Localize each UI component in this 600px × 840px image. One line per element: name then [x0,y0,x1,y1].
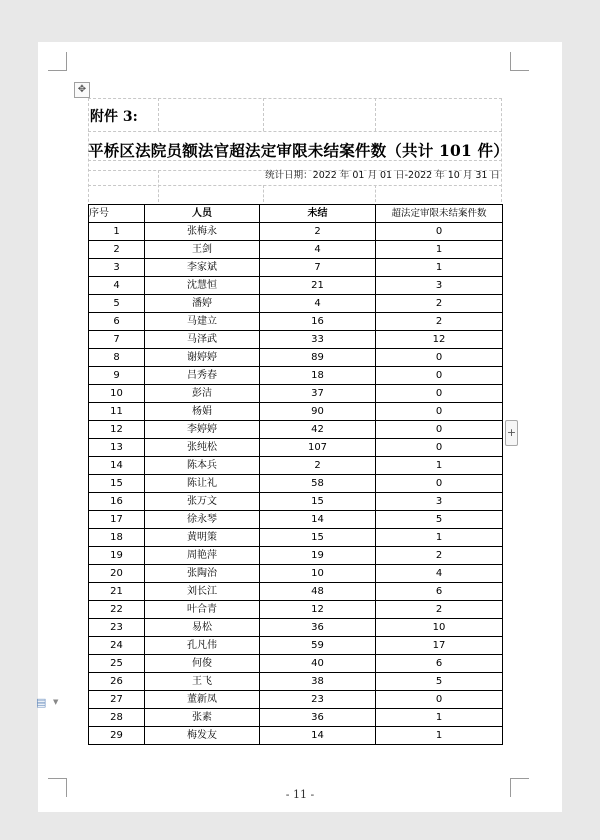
table-row [89,493,503,511]
table-row [89,457,503,475]
row-pending: 58 [260,475,376,493]
row-person: 张纯松 [145,439,260,457]
row-person: 王飞 [145,673,260,691]
table-header-row [89,205,503,223]
table-row [89,313,503,331]
row-person: 梅发友 [145,727,260,745]
row-index: 23 [89,619,145,637]
row-overdue: 0 [376,385,503,403]
row-overdue: 5 [376,673,503,691]
row-index: 15 [89,475,145,493]
row-overdue: 1 [376,457,503,475]
row-overdue: 1 [376,259,503,277]
row-pending: 10 [260,565,376,583]
row-overdue: 4 [376,565,503,583]
table-move-icon[interactable]: ✥ [74,82,90,98]
table-row [89,529,503,547]
row-index: 1 [89,223,145,241]
row-person: 张万文 [145,493,260,511]
row-person: 陈让礼 [145,475,260,493]
row-index: 26 [89,673,145,691]
row-pending: 19 [260,547,376,565]
row-overdue: 0 [376,475,503,493]
row-index: 29 [89,727,145,745]
table-row [89,565,503,583]
row-person: 张陶治 [145,565,260,583]
row-pending: 4 [260,241,376,259]
row-index: 25 [89,655,145,673]
row-pending: 7 [260,259,376,277]
table-row [89,277,503,295]
row-pending: 2 [260,457,376,475]
table-row [89,349,503,367]
row-overdue: 0 [376,403,503,421]
row-person: 张梅永 [145,223,260,241]
row-index: 18 [89,529,145,547]
row-pending: 36 [260,619,376,637]
row-pending: 90 [260,403,376,421]
row-index: 7 [89,331,145,349]
table-row [89,295,503,313]
row-pending: 18 [260,367,376,385]
row-index: 17 [89,511,145,529]
margin-corner-top-right [510,52,529,71]
page-title: 平桥区法院员额法官超法定审限未结案件数（共计 101 件） [88,141,509,160]
row-person: 徐永琴 [145,511,260,529]
row-pending: 23 [260,691,376,709]
row-overdue: 2 [376,313,503,331]
row-pending: 107 [260,439,376,457]
col-header-overdue: 超法定审限未结案件数 [376,205,503,223]
row-pending: 36 [260,709,376,727]
row-index: 13 [89,439,145,457]
document-icon[interactable]: ▤ [36,696,47,709]
row-index: 9 [89,367,145,385]
row-overdue: 0 [376,421,503,439]
row-overdue: 2 [376,547,503,565]
col-header-index: 序号 [89,205,145,223]
row-pending: 12 [260,601,376,619]
row-overdue: 12 [376,331,503,349]
row-pending: 2 [260,223,376,241]
row-pending: 37 [260,385,376,403]
row-overdue: 0 [376,349,503,367]
row-pending: 40 [260,655,376,673]
stat-date: 统计日期：2022 年 01 月 01 日-2022 年 10 月 31 日 [265,170,500,181]
row-index: 11 [89,403,145,421]
row-person: 李婷婷 [145,421,260,439]
row-overdue: 5 [376,511,503,529]
chevron-down-icon[interactable]: ▼ [53,698,59,706]
row-person: 何俊 [145,655,260,673]
row-person: 潘婷 [145,295,260,313]
row-pending: 48 [260,583,376,601]
row-pending: 14 [260,511,376,529]
row-person: 陈本兵 [145,457,260,475]
table-row [89,709,503,727]
table-row [89,223,503,241]
row-overdue: 0 [376,223,503,241]
cases-table [88,204,503,745]
row-person: 王剑 [145,241,260,259]
col-header-person: 人员 [145,205,260,223]
table-row [89,403,503,421]
row-pending: 38 [260,673,376,691]
row-overdue: 6 [376,583,503,601]
row-index: 4 [89,277,145,295]
add-column-plus-icon[interactable]: + [505,420,518,446]
table-row [89,475,503,493]
row-overdue: 3 [376,493,503,511]
row-person: 周艳萍 [145,547,260,565]
row-person: 吕秀春 [145,367,260,385]
row-person: 杨娟 [145,403,260,421]
table-row [89,259,503,277]
row-person: 孔凡伟 [145,637,260,655]
page-number: - 11 - [285,788,315,801]
row-index: 20 [89,565,145,583]
row-overdue: 17 [376,637,503,655]
row-overdue: 0 [376,691,503,709]
row-index: 21 [89,583,145,601]
row-pending: 15 [260,529,376,547]
row-overdue: 0 [376,439,503,457]
table-row [89,583,503,601]
row-index: 19 [89,547,145,565]
row-pending: 21 [260,277,376,295]
row-person: 谢婷婷 [145,349,260,367]
table-row [89,547,503,565]
row-index: 8 [89,349,145,367]
row-person: 马建立 [145,313,260,331]
row-person: 刘长江 [145,583,260,601]
row-pending: 89 [260,349,376,367]
row-index: 12 [89,421,145,439]
row-overdue: 2 [376,295,503,313]
row-overdue: 3 [376,277,503,295]
row-index: 6 [89,313,145,331]
row-overdue: 2 [376,601,503,619]
row-index: 22 [89,601,145,619]
table-row [89,727,503,745]
row-pending: 14 [260,727,376,745]
row-overdue: 6 [376,655,503,673]
row-index: 10 [89,385,145,403]
table-row [89,601,503,619]
row-index: 2 [89,241,145,259]
table-row [89,367,503,385]
row-overdue: 1 [376,727,503,745]
row-pending: 59 [260,637,376,655]
row-pending: 33 [260,331,376,349]
row-overdue: 1 [376,529,503,547]
table-row [89,637,503,655]
row-index: 3 [89,259,145,277]
row-index: 27 [89,691,145,709]
table-row [89,691,503,709]
margin-corner-top-left [48,52,67,71]
row-person: 彭洁 [145,385,260,403]
table-row [89,655,503,673]
table-row [89,511,503,529]
attachment-label: 附件 3: [90,109,138,125]
row-overdue: 10 [376,619,503,637]
row-overdue: 0 [376,367,503,385]
table-row [89,241,503,259]
row-pending: 16 [260,313,376,331]
row-index: 28 [89,709,145,727]
row-pending: 4 [260,295,376,313]
row-index: 14 [89,457,145,475]
table-row [89,439,503,457]
row-pending: 42 [260,421,376,439]
row-pending: 15 [260,493,376,511]
table-row [89,385,503,403]
table-row [89,673,503,691]
row-person: 沈慧恒 [145,277,260,295]
row-overdue: 1 [376,241,503,259]
row-person: 张素 [145,709,260,727]
table-row [89,619,503,637]
row-person: 董新凤 [145,691,260,709]
row-index: 24 [89,637,145,655]
row-person: 易松 [145,619,260,637]
row-person: 马泽武 [145,331,260,349]
table-row [89,421,503,439]
row-index: 5 [89,295,145,313]
row-person: 黄明策 [145,529,260,547]
row-index: 16 [89,493,145,511]
row-person: 叶合青 [145,601,260,619]
row-person: 李家斌 [145,259,260,277]
row-overdue: 1 [376,709,503,727]
table-row [89,331,503,349]
col-header-pending: 未结 [260,205,376,223]
